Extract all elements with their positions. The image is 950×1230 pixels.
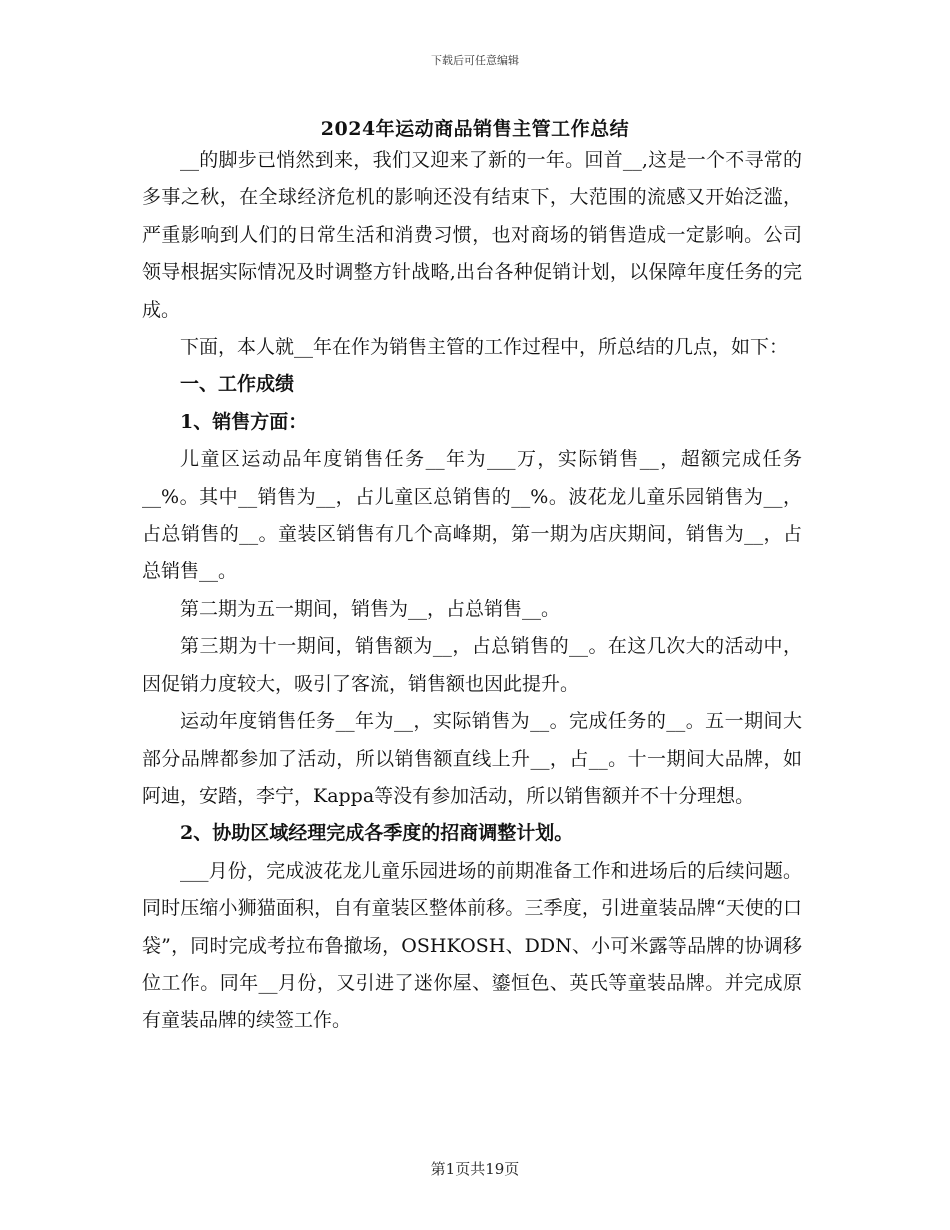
paragraph-children-sales: 儿童区运动品年度销售任务__年为___万，实际销售__，超额完成任务__%。其中__销售为__，占儿童区总销售的__%。波花龙儿童乐园销售为__，占总销售的__。童装区销售有几个高峰期，第一期为店庆期间，销售为__，占总销售__。 [142,448,802,583]
header-note: 下载后可任意编辑 [431,54,519,67]
paragraph-sports-sales: 运动年度销售任务__年为__，实际销售为__。完成任务的__。五一期间大部分品牌都参加了活动，所以销售额直线上升__，占__。十一期间大品牌，如阿迪，安踏，李宁，Kappa等没有参加活动，所以销售额并不十分理想。 [142,710,802,807]
heading-merchant-adjustment: 2、协助区域经理完成各季度的招商调整计划。 [180,822,574,845]
heading-sales: 1、销售方面： [180,410,308,433]
paragraph-intro: __的脚步已悄然到来，我们又迎来了新的一年。回首__,这是一个不寻常的多事之秋，在全球经济危机的影响还没有结束下，大范围的流感又开始泛滥，严重影响到人们的日常生活和消费习惯，也对商场的销售造成一定影响。公司领导根据实际情况及时调整方针战略,出台各种促销计划，以保障年度任务的完成。 [142,149,802,321]
paragraph-second-period: 第二期为五一期间，销售为__，占总销售__。 [180,597,561,620]
paragraph-summary-lead: 下面，本人就__年在作为销售主管的工作过程中，所总结的几点，如下： [180,336,789,359]
paragraph-merchant-details: ___月份，完成波花龙儿童乐园进场的前期准备工作和进场后的后续问题。同时压缩小狮猫面积，自有童装区整体前移。三季度，引进童装品牌“天使的口袋”，同时完成考拉布鲁撤场，OSHKOSH、DDN、小可米露等品牌的协调移位工作。同年__月份，又引进了迷你屋、鎏恒色、英氏等童装品牌。并完成原有童装品牌的续签工作。 [142,859,802,1032]
document-title: 2024年运动商品销售主管工作总结 [320,118,630,140]
document-body [142,142,802,1040]
paragraph-third-period: 第三期为十一期间，销售额为__，占总销售的__。在这几次大的活动中，因促销力度较大，吸引了客流，销售额也因此提升。 [142,635,802,695]
heading-work-results: 一、工作成绩 [180,373,295,396]
page-number-footer: 第1页共19页 [430,1160,520,1178]
